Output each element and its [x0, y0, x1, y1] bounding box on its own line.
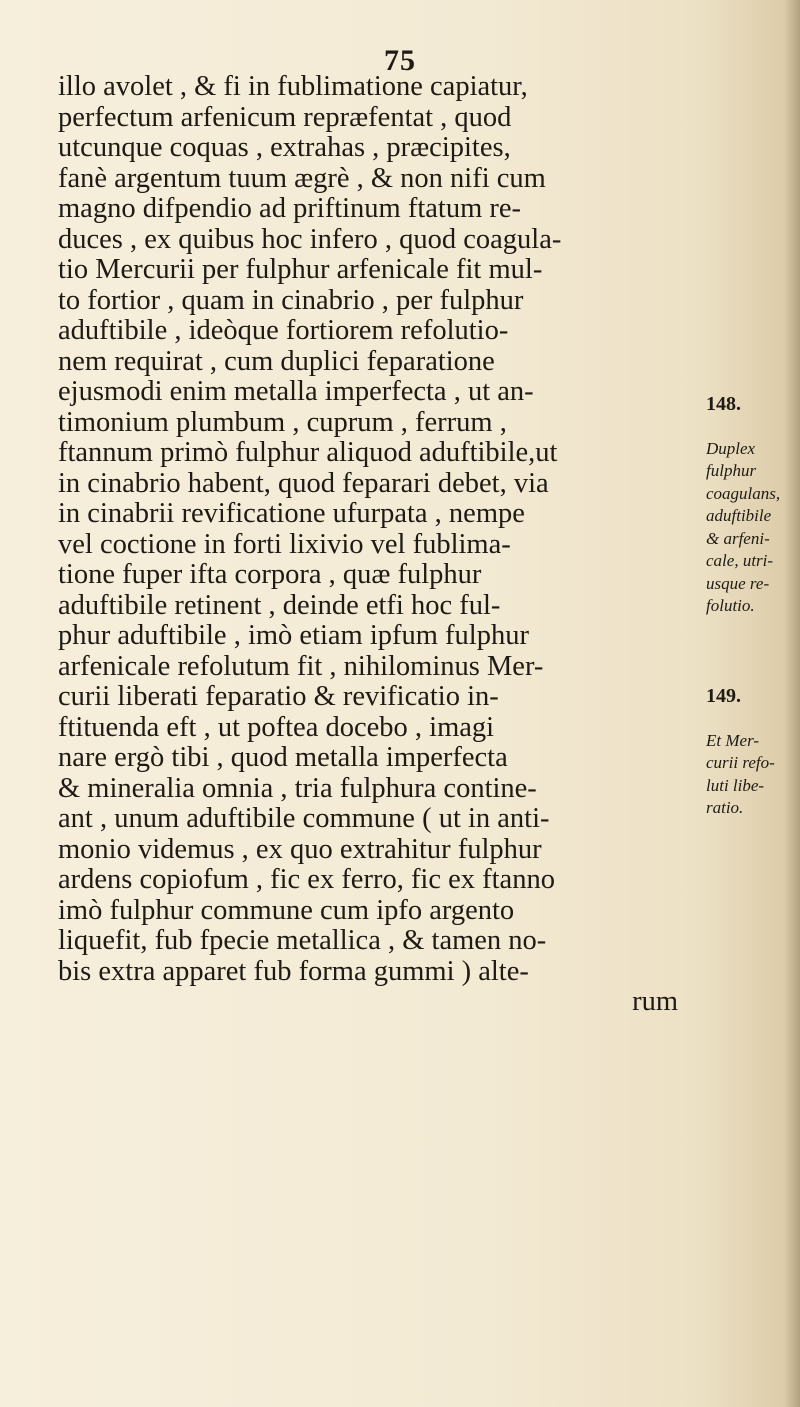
- text-line: aduftibile retinent , deinde etfi hoc ful-: [58, 590, 501, 621]
- page-number: 75: [384, 44, 416, 77]
- text-line: magno difpendio ad priftinum ftatum re-: [58, 194, 521, 224]
- text-line: curii liberati feparatio & revificatio in-: [58, 682, 499, 712]
- text-line: tione fuper ifta corpora , quæ fulphur: [58, 560, 482, 590]
- text-line: aduftibile , ideòque fortiorem refolutio-: [58, 316, 509, 346]
- text-line: liquefit, fub fpecie metallica , & tamen no-: [58, 926, 547, 956]
- text-line: & mineralia omnia , tria fulphura contine-: [58, 773, 537, 804]
- text-line: ftannum primò fulphur aliquod aduftibile,ut: [58, 438, 558, 468]
- text-line: nare ergò tibi , quod metalla imperfecta: [58, 743, 508, 773]
- catchword: rum: [632, 987, 678, 1017]
- margin-note-number: 148.: [706, 392, 741, 415]
- text-line: duces , ex quibus hoc infero , quod coagula-: [58, 224, 562, 255]
- text-line: utcunque coquas , extrahas , præcipites,: [58, 133, 511, 163]
- text-line: fanè argentum tuum ægrè , & non nifi cum: [58, 163, 546, 194]
- text-line: phur aduftibile , imò etiam ipfum fulphur: [58, 621, 529, 651]
- text-line: ant , unum aduftibile commune ( ut in anti-: [58, 804, 550, 834]
- margin-note-text: Et Mer- curii refo- luti libe- ratio.: [706, 730, 775, 817]
- page-edge-shadow: [784, 0, 800, 1407]
- main-text-block: [58, 72, 698, 1018]
- text-line: perfectum arfenicum repræfentat , quod: [58, 102, 512, 133]
- text-line: to fortior , quam in cinabrio , per fulphur: [58, 285, 524, 316]
- text-line: arfenicale refolutum fit , nihilominus Mer-: [58, 651, 544, 682]
- margin-note-number: 149.: [706, 684, 741, 707]
- text-line: timonium plumbum , cuprum , ferrum ,: [58, 407, 507, 438]
- text-line: vel coctione in forti lixivio vel fublima-: [58, 529, 511, 560]
- text-line: in cinabrii revificatione ufurpata , nempe: [58, 499, 525, 529]
- text-line: illo avolet , & fi in fublimatione capiatur,: [58, 72, 528, 102]
- text-line: tio Mercurii per fulphur arfenicale fit mul-: [58, 255, 543, 285]
- text-line: bis extra apparet fub forma gummi ) alte-: [58, 956, 529, 987]
- text-line: ejusmodi enim metalla imperfecta , ut an-: [58, 377, 534, 407]
- text-line: ardens copiofum , fic ex ferro, fic ex ftanno: [58, 865, 555, 895]
- text-line: in cinabrio habent, quod feparari debet, via: [58, 468, 549, 499]
- text-line: ftituenda eft , ut poftea docebo , imagi: [58, 712, 495, 743]
- text-line: monio videmus , ex quo extrahitur fulphur: [58, 834, 542, 865]
- text-line: nem requirat , cum duplici feparatione: [58, 346, 495, 377]
- margin-note-text: Duplex fulphur coagulans, aduftibile & arfeni- cale, utri- usque re- folutio.: [706, 438, 781, 615]
- text-line: imò fulphur commune cum ipfo argento: [58, 895, 515, 926]
